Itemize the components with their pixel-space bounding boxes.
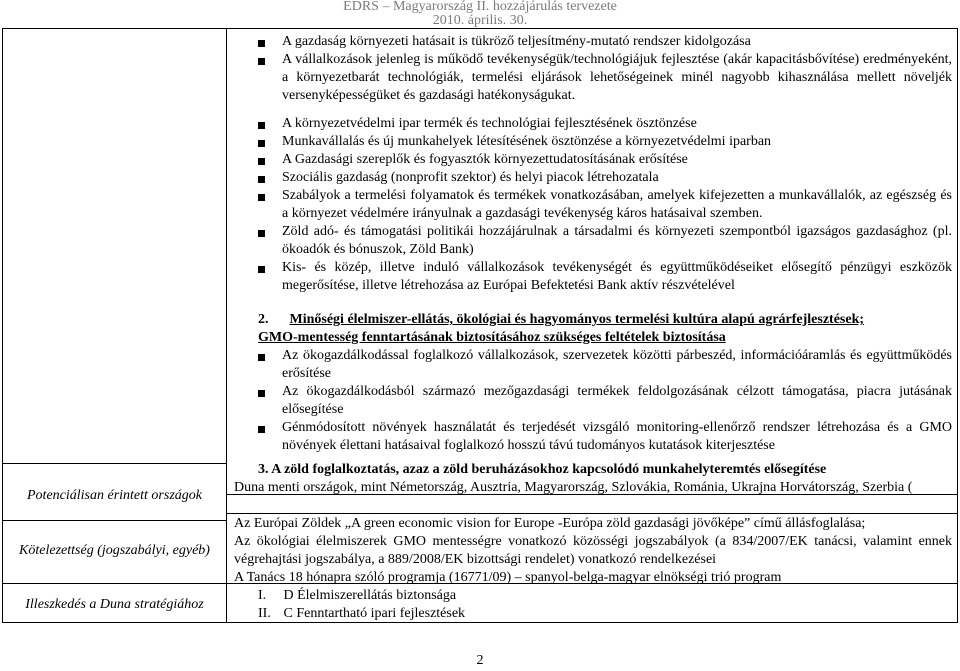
strategy-label: Illeszkedés a Duna stratégiához (25, 597, 204, 612)
list-item: Munkavállalás és új munkahelyek létesítésének ösztönzése a környezetvédelmi iparban (282, 134, 772, 149)
table-row-divider (2, 463, 227, 464)
bullet-icon (258, 390, 265, 397)
bullet-icon (258, 176, 265, 183)
list-item: Szabályok a termelési folyamatok és termékek vonatkozásában, amelyek kifejezetten a munkavállalók, az egészség és a környezet védelmére irányulnak a gazdasági tevékenység káros hatásaival szemben. (282, 188, 952, 221)
countries-text: Duna menti országok, mint Németország, Ausztria, Magyarország, Szlovákia, Románia, Ukrajna Horvátország, Szerbia ( (234, 480, 913, 495)
table-row-divider (2, 520, 227, 521)
bullet-icon (258, 58, 265, 65)
strategy-item: II. C Fenntartható ipari fejlesztések (258, 606, 466, 621)
countries-label: Potenciálisan érintett országok (27, 488, 202, 503)
document-header (0, 0, 960, 30)
header-title: EDRS – Magyarország II. hozzájárulás tervezete (343, 0, 617, 14)
page-number: 2 (476, 653, 484, 668)
list-item: A Gazdasági szereplők és fogyasztók környezettudatosításának erősítése (282, 152, 688, 167)
strategy-item: I. D Élelmiszerellátás biztonsága (258, 588, 457, 603)
bullet-icon (258, 426, 265, 433)
section-2-heading: 2. Minőségi élelmiszer-ellátás, ökológiai és hagyományos termelési kultúra alapú agrárfejlesztések; GMO-mentesség fenntartásának biztosításához szükséges feltételek biztosítása (258, 312, 865, 345)
list-item: A vállalkozások jelenleg is működő tevékenységük/technológiájuk fejlesztése (akár kapacitásbővítése) eredményeként, a környezetbarát technológiák, termelési eljárások lehetőségeinek minél nagyobb kihasználása mellett növeljék versenyképességüket és gazdasági hatékonyságukat. (282, 52, 952, 103)
list-item: A gazdaság környezeti hatásait is tükröző teljesítmény-mutató rendszer kidolgozása (282, 34, 751, 49)
list-item: Génmódosított növények használatát és terjedését vizsgáló monitoring-ellenőrző rendszer létrehozása és a GMO növények élettani hatásaival foglalkozó hosszú távú tudományos kutatások kiterjesztése (282, 420, 952, 453)
list-item: Kis- és közép, illetve induló vállalkozások tevékenységét és együttműködéseiket elősegítő pénzügyi eszközök megerősítése, illetve létrehozása az Európai Befektetési Bank aktív részvételével (282, 260, 952, 293)
header-date: 2010. április. 30. (432, 13, 528, 28)
obligation-label: Kötelezettség (jogszabályi, egyéb) (19, 543, 210, 558)
list-item: Szociális gazdaság (nonprofit szektor) és helyi piacok létrehozatala (282, 170, 659, 185)
obligation-line: Az ökológiai élelmiszerek GMO mentességre vonatkozó közösségi jogszabályok (a 834/2007/EK tanácsi, valamint ennek végrehajtási jogszabálya, a 889/2008/EK bizottsági rendelet) vonatkozó rendelkezései (234, 534, 952, 567)
list-item: Az ökogazdálkodással foglalkozó vállalkozások, szervezetek közötti párbeszéd, információáramlás és együttműködés erősítése (282, 348, 952, 381)
bullet-icon (258, 230, 265, 237)
table-row-divider (226, 513, 958, 514)
bullet-icon (258, 158, 265, 165)
obligation-line: A Tanács 18 hónapra szóló programja (16771/09) – spanyol-belga-magyar elnökségi trió program (234, 570, 782, 585)
list-item: A környezetvédelmi ipar termék és technológiai fejlesztésének ösztönzése (282, 116, 697, 131)
bullet-icon (258, 122, 265, 129)
bullet-icon (258, 354, 265, 361)
table-column-divider (226, 28, 227, 623)
section-3-heading: 3. A zöld foglalkoztatás, azaz a zöld beruházásokhoz kapcsolódó munkahelyteremtés elősegítése (258, 462, 827, 477)
obligation-line: Az Európai Zöldek „A green economic vision for Europe -Európa zöld gazdasági jövőképe” című állásfoglalása; (234, 516, 866, 531)
list-item: Zöld adó- és támogatási politikái hozzájárulnak a társadalmi és környezeti szempontból igazságos gazdasághoz (pl. ökoadók és bónuszok, Zöld Bank) (282, 224, 952, 257)
bullet-icon (258, 266, 265, 273)
bullet-icon (258, 194, 265, 201)
list-item: Az ökogazdálkodásból származó mezőgazdasági termékek feldolgozásának célzott támogatása, piacra jutásának elősegítése (282, 384, 952, 417)
bullet-icon (258, 140, 265, 147)
bullet-icon (258, 40, 265, 47)
table-row-divider (2, 583, 227, 584)
